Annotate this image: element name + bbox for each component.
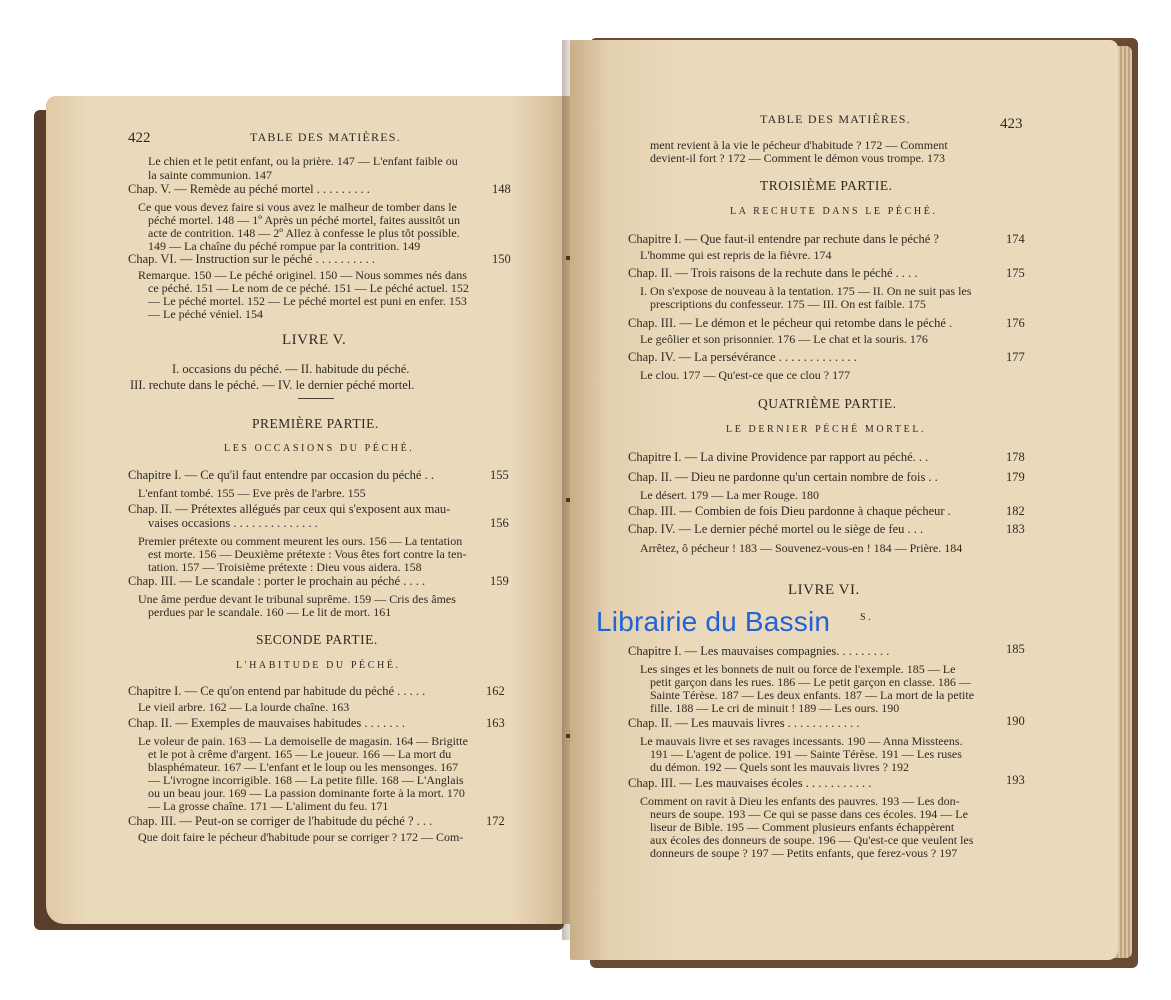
chapter-page: 174 xyxy=(1006,232,1025,246)
chapter-entry: vaises occasions . . . . . . . . . . . . . . xyxy=(148,516,318,530)
partie-subtitle: L'HABITUDE DU PÉCHÉ. xyxy=(236,660,401,671)
toc-line: L'homme qui est repris de la fièvre. 174 xyxy=(640,248,832,262)
livre-subtitle: S. xyxy=(860,612,874,623)
chapter-page: 150 xyxy=(492,252,511,266)
livre-subtitle: III. rechute dans le péché. — IV. le dernier péché mortel. xyxy=(130,378,415,392)
chapter-entry: Chapitre I. — La divine Providence par rapport au péché. . . xyxy=(628,450,929,464)
chapter-page: 175 xyxy=(1006,266,1025,280)
toc-line: est morte. 156 — Deuxième prétexte : Vous êtes fort contre la ten- xyxy=(148,547,467,561)
toc-line: — La grosse chaîne. 171 — L'aliment du feu. 171 xyxy=(148,799,389,813)
toc-line: devient-il fort ? 172 — Comment le démon vous trompe. 173 xyxy=(650,151,945,165)
partie-title: QUATRIÈME PARTIE. xyxy=(758,396,897,411)
partie-title: SECONDE PARTIE. xyxy=(256,632,378,647)
right-page xyxy=(570,40,1118,960)
toc-line: Le clou. 177 — Qu'est-ce que ce clou ? 177 xyxy=(640,368,851,382)
toc-line: prescriptions du confesseur. 175 — III. On est faible. 175 xyxy=(650,297,926,311)
toc-line: ce péché. 151 — Le nom de ce péché. 151 — Le péché actuel. 152 xyxy=(148,281,469,295)
chapter-page: 183 xyxy=(1006,522,1025,536)
partie-subtitle: LES OCCASIONS DU PÉCHÉ. xyxy=(224,443,415,454)
partie-subtitle: LA RECHUTE DANS LE PÉCHÉ. xyxy=(730,206,938,217)
partie-subtitle: LE DERNIER PÉCHÉ MORTEL. xyxy=(726,424,927,435)
chapter-page: 190 xyxy=(1006,714,1025,728)
chapter-page: 182 xyxy=(1006,504,1025,518)
toc-line: donneurs de soupe ? 197 — Petits enfants, que ferez-vous ? 197 xyxy=(650,846,958,860)
chapter-page: 176 xyxy=(1006,316,1025,330)
chapter-entry: Chapitre I. — Ce qu'il faut entendre par occasion du péché . . xyxy=(128,468,434,482)
partie-title: PREMIÈRE PARTIE. xyxy=(252,416,379,431)
chapter-page: 178 xyxy=(1006,450,1025,464)
toc-line: Arrêtez, ô pécheur ! 183 — Souvenez-vous-en ! 184 — Prière. 184 xyxy=(640,541,963,555)
toc-line: Que doit faire le pécheur d'habitude pour se corriger ? 172 — Com- xyxy=(138,830,464,844)
chapter-page: 193 xyxy=(1006,773,1025,787)
toc-line: Les singes et les bonnets de nuit ou force de l'exemple. 185 — Le xyxy=(640,662,956,676)
chapter-entry: Chapitre I. — Que faut-il entendre par rechute dans le péché ? xyxy=(628,232,939,246)
toc-line: — Le péché mortel. 152 — Le péché mortel est puni en enfer. 153 xyxy=(148,294,467,308)
running-header: TABLE DES MATIÈRES. xyxy=(760,112,911,126)
toc-line: Comment on ravit à Dieu les enfants des pauvres. 193 — Les don- xyxy=(640,794,960,808)
toc-line: 191 — L'agent de police. 191 — Sainte Térèse. 191 — Les ruses xyxy=(650,747,962,761)
toc-line: Ce que vous devez faire si vous avez le malheur de tomber dans le xyxy=(138,200,457,214)
toc-line: perdues par le scandale. 160 — Le lit de mort. 161 xyxy=(148,605,392,619)
toc-line: Le désert. 179 — La mer Rouge. 180 xyxy=(640,488,819,502)
chapter-page: 185 xyxy=(1006,642,1025,656)
toc-line: Une âme perdue devant le tribunal suprême. 159 — Cris des âmes xyxy=(138,592,456,606)
divider xyxy=(298,398,334,399)
toc-line: Le geôlier et son prisonnier. 176 — Le chat et la souris. 176 xyxy=(640,332,928,346)
left-page xyxy=(46,96,574,924)
toc-line: Le chien et le petit enfant, ou la prière. 147 — L'enfant faible ou xyxy=(148,154,458,168)
toc-line: — L'ivrogne incorrigible. 168 — La petite fille. 168 — L'Anglais xyxy=(148,773,464,787)
chapter-page: 155 xyxy=(490,468,509,482)
chapter-page: 163 xyxy=(486,716,505,730)
chapter-entry: Chap. III. — Le démon et le pécheur qui retombe dans le péché . xyxy=(628,316,953,330)
toc-line: blasphémateur. 167 — L'enfant et le loup ou les mensonges. 167 xyxy=(148,760,459,774)
chapter-entry: Chapitre I. — Ce qu'on entend par habitude du péché . . . . . xyxy=(128,684,426,698)
watermark: Librairie du Bassin xyxy=(596,606,831,637)
chapter-entry: Chap. IV. — La persévérance . . . . . . . . . . . . . xyxy=(628,350,857,364)
toc-line: I. On s'expose de nouveau à la tentation. 175 — II. On ne suit pas les xyxy=(640,284,972,298)
chapter-page: 156 xyxy=(490,516,509,530)
toc-line: acte de contrition. 148 — 2º Allez à confesse le plus tôt possible. xyxy=(148,226,460,240)
chapter-entry: Chap. II. — Trois raisons de la rechute dans le péché . . . . xyxy=(628,266,918,280)
toc-line: péché mortel. 148 — 1º Après un péché mortel, faites aussitôt un xyxy=(148,213,460,227)
chapter-entry: Chap. II. — Les mauvais livres . . . . . . . . . . . . xyxy=(628,716,860,730)
toc-line: neurs de soupe. 193 — Ce qui se passe dans ces écoles. 194 — Le xyxy=(650,807,968,821)
chapter-entry: Chap. II. — Prétextes allégués par ceux qui s'exposent aux mau- xyxy=(128,502,451,516)
chapter-entry: Chap. III. — Combien de fois Dieu pardonne à chaque pécheur . xyxy=(628,504,951,518)
toc-line: Le vieil arbre. 162 — La lourde chaîne. 163 xyxy=(138,700,350,714)
chapter-page: 148 xyxy=(492,182,511,196)
toc-line: fille. 188 — Le cri de minuit ! 189 — Les ours. 190 xyxy=(650,701,900,715)
toc-line: du démon. 192 — Quels sont les mauvais livres ? 192 xyxy=(650,760,909,774)
page-number: 423 xyxy=(1000,116,1023,132)
chapter-entry: Chap. III. — Les mauvaises écoles . . . . . . . . . . . xyxy=(628,776,872,790)
toc-line: Le voleur de pain. 163 — La demoiselle de magasin. 164 — Brigitte xyxy=(138,734,468,748)
chapter-entry: Chap. III. — Le scandale : porter le prochain au péché . . . . xyxy=(128,574,426,588)
toc-line: 149 — La chaîne du péché rompue par la contrition. 149 xyxy=(148,239,421,253)
chapter-page: 177 xyxy=(1006,350,1025,364)
chapter-page: 172 xyxy=(486,814,505,828)
page-number: 422 xyxy=(128,130,151,146)
livre-title: LIVRE V. xyxy=(282,332,347,348)
toc-line: la sainte communion. 147 xyxy=(148,168,272,182)
toc-line: Le mauvais livre et ses ravages incessants. 190 — Anna Missteens. xyxy=(640,734,963,748)
toc-line: ou un beau jour. 169 — La passion dominante forte à la mort. 170 xyxy=(148,786,465,800)
toc-line: Sainte Térèse. 187 — Les deux enfants. 187 — La mort de la petite xyxy=(650,688,975,702)
toc-line: aux écoles des donneurs de soupe. 196 — Qu'est-ce que veulent les xyxy=(650,833,974,847)
chapter-entry: Chapitre I. — Les mauvaises compagnies. . . . . . . . . xyxy=(628,644,890,658)
toc-line: Premier prétexte ou comment meurent les ours. 156 — La tentation xyxy=(138,534,463,548)
chapter-page: 162 xyxy=(486,684,505,698)
livre-subtitle: I. occasions du péché. — II. habitude du péché. xyxy=(172,362,410,376)
running-header: TABLE DES MATIÈRES. xyxy=(250,130,401,144)
toc-line: L'enfant tombé. 155 — Eve près de l'arbre. 155 xyxy=(138,486,366,500)
chapter-entry: Chap. IV. — Le dernier péché mortel ou le siège de feu . . . xyxy=(628,522,924,536)
chapter-page: 159 xyxy=(490,574,509,588)
toc-line: Remarque. 150 — Le péché originel. 150 — Nous sommes nés dans xyxy=(138,268,467,282)
chapter-entry: Chap. V. — Remède au péché mortel . . . . . . . . . xyxy=(128,182,370,196)
chapter-entry: Chap. III. — Peut-on se corriger de l'habitude du péché ? . . . xyxy=(128,814,433,828)
toc-line: tation. 157 — Troisième prétexte : Dieu vous aidera. 158 xyxy=(148,560,422,574)
partie-title: TROISIÈME PARTIE. xyxy=(760,178,893,193)
chapter-entry: Chap. VI. — Instruction sur le péché . . . . . . . . . . xyxy=(128,252,375,266)
toc-line: et le pot à crême d'argent. 165 — Le joueur. 166 — La mort du xyxy=(148,747,452,761)
toc-line: ment revient à la vie le pécheur d'habitude ? 172 — Comment xyxy=(650,138,948,152)
toc-line: petit garçon dans les rues. 186 — Le petit garçon en classe. 186 — xyxy=(650,675,971,689)
toc-line: liseur de Bible. 195 — Comment plusieurs enfants échappèrent xyxy=(650,820,955,834)
chapter-entry: Chap. II. — Dieu ne pardonne qu'un certain nombre de fois . . xyxy=(628,470,938,484)
toc-line: — Le péché véniel. 154 xyxy=(148,307,263,321)
livre-title: LIVRE VI. xyxy=(788,582,860,598)
chapter-page: 179 xyxy=(1006,470,1025,484)
chapter-entry: Chap. II. — Exemples de mauvaises habitudes . . . . . . . xyxy=(128,716,406,730)
